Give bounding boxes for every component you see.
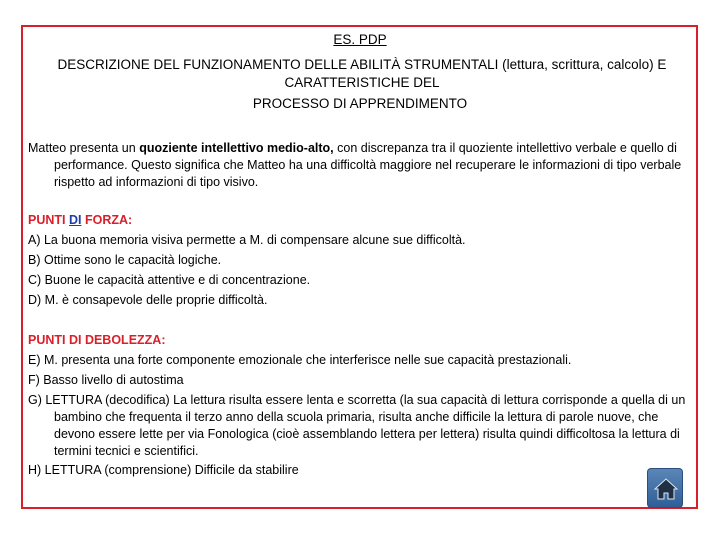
list-item: H) LETTURA (comprensione) Difficile da stabilire	[28, 463, 299, 477]
home-icon	[653, 476, 679, 502]
list-item: B) Ottime sono le capacità logiche.	[28, 253, 222, 267]
doc-code: ES. PDP	[333, 32, 387, 47]
home-button[interactable]	[647, 468, 683, 508]
strengths-section	[28, 212, 692, 312]
weaknesses-heading: PUNTI DI DEBOLEZZA:	[28, 333, 166, 347]
list-item: F) Basso livello di autostima	[28, 373, 184, 387]
list-item: D) M. è consapevole delle proprie difficoltà.	[28, 293, 268, 307]
list-item: E) M. presenta una forte componente emozionale che interferisce nelle sue capacità prestazionali.	[28, 353, 572, 367]
page-subtitle: PROCESSO DI APPRENDIMENTO	[252, 96, 468, 111]
page-title: DESCRIZIONE DEL FUNZIONAMENTO DELLE ABILITÀ STRUMENTALI (lettura, scrittura, calcolo) E CARATTERISTICHE DEL	[57, 57, 667, 90]
intro-paragraph: Matteo presenta un quoziente intellettivo medio-alto, con discrepanza tra il quoziente intellettivo verbale e quello di performance. Questo significa che Matteo ha una difficoltà maggiore nel recuperare le informazioni di tipo verbale rispetto ad informazioni di tipo visivo.	[28, 141, 682, 189]
weaknesses-section	[28, 332, 692, 482]
list-item: A) La buona memoria visiva permette a M. di compensare alcune sue difficoltà.	[28, 233, 466, 247]
list-item: C) Buone le capacità attentive e di concentrazione.	[28, 273, 311, 287]
list-item: G) LETTURA (decodifica) La lettura risulta essere lenta e scorretta (la sua capacità di lettura corrisponde a quella di un bambino che frequenta il terzo anno della scuola primaria, risulta anche difficile la lettura di parole nuove, che devono essere lette per via Fonologica (cioè assemblando lettera per lettera) risulta quindi difficoltosa la lettura di termini tecnici e scientifici.	[28, 393, 686, 458]
strengths-heading: PUNTI DI FORZA:	[28, 213, 133, 227]
iq-highlight: quoziente intellettivo medio-alto,	[139, 141, 334, 155]
